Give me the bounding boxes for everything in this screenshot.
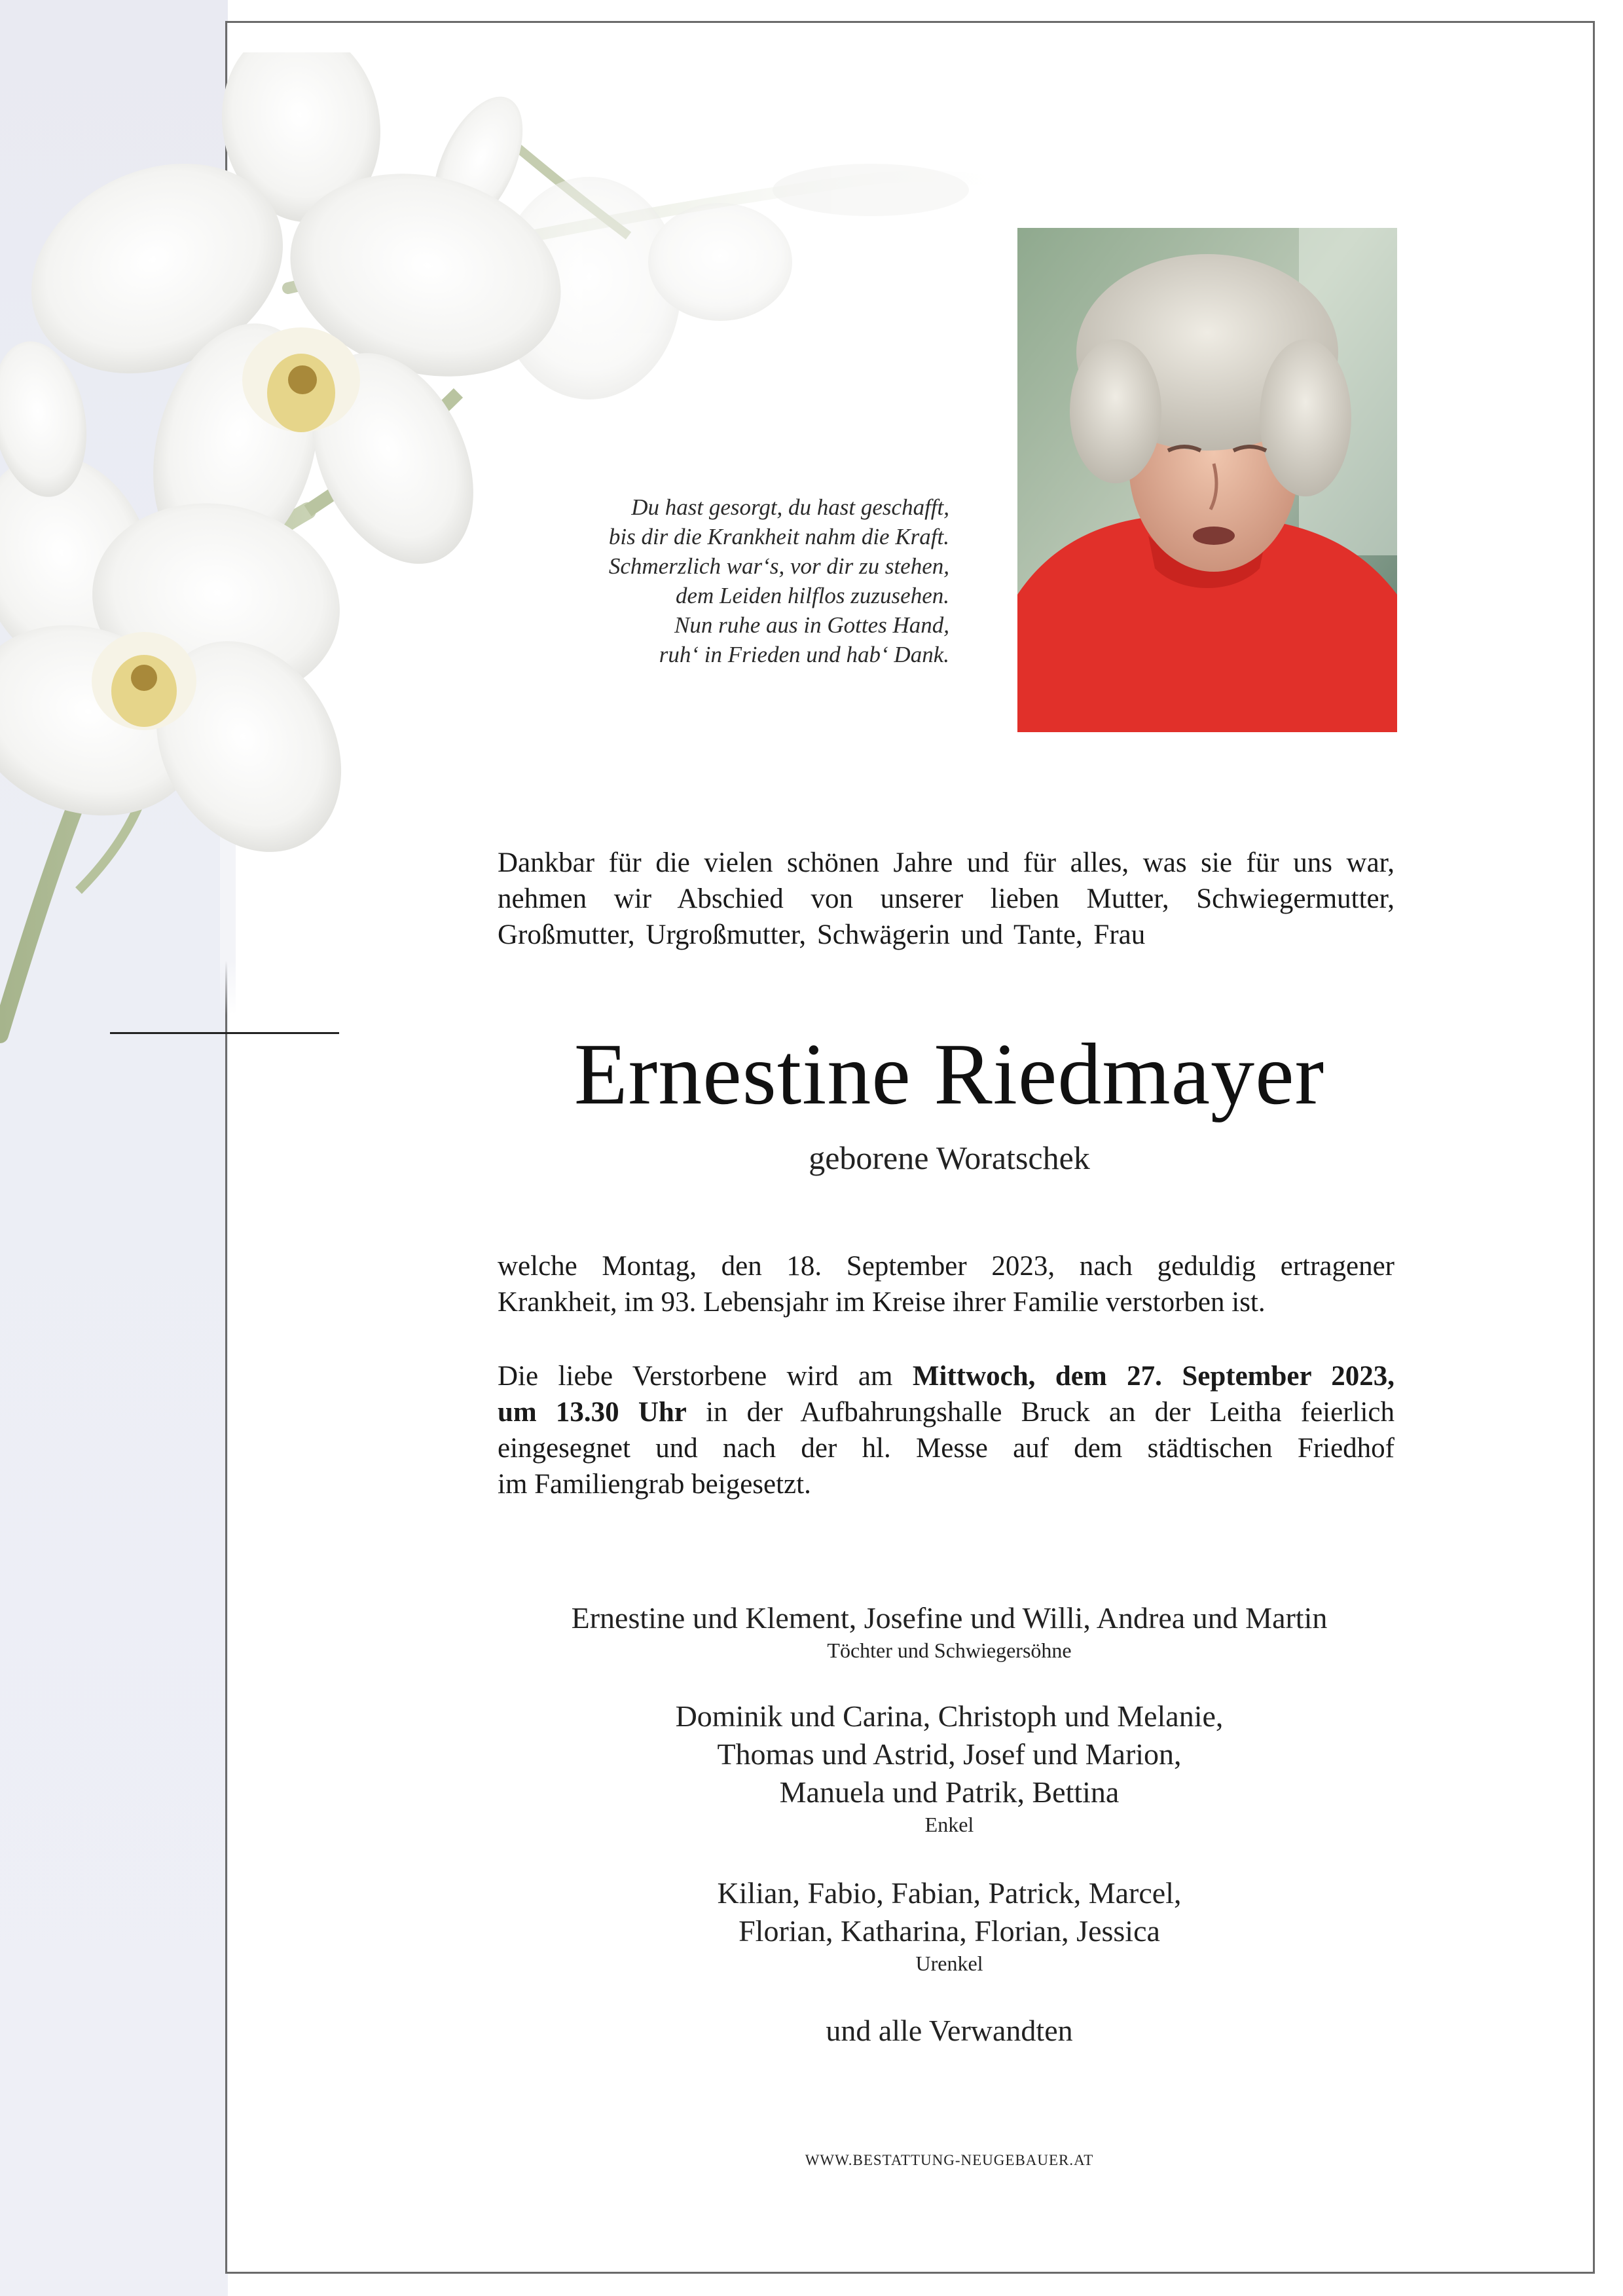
verse-line: bis dir die Krankheit nahm die Kraft. xyxy=(608,524,949,549)
intro-paragraph xyxy=(498,845,1395,953)
mourners-names: Kilian, Fabio, Fabian, Patrick, Marcel, xyxy=(717,1876,1182,1910)
intro-line: Dankbar für die vielen schönen Jahre und für alles, was sie für uns war, xyxy=(498,847,1395,878)
mourners-role: Töchter und Schwiegersöhne xyxy=(827,1639,1072,1662)
funeral-line-4: im Familiengrab beigesetzt. xyxy=(498,1469,811,1500)
memorial-verse xyxy=(406,492,949,669)
mourners-names: Ernestine und Klement, Josefine und Willi, Andrea und Martin xyxy=(571,1601,1328,1635)
funeral-intro-text: Die liebe Verstorbene wird am xyxy=(498,1361,913,1392)
verse-line: Nun ruhe aus in Gottes Hand, xyxy=(674,612,949,638)
funeral-date: Mittwoch, dem 27. September 2023, xyxy=(912,1361,1395,1392)
funeral-location-text: in der Aufbahrungshalle Bruck an der Leitha feierlich xyxy=(686,1397,1395,1428)
intro-line: Großmutter, Urgroßmutter, Schwägerin und Tante, Frau xyxy=(498,919,1146,950)
mourners-names: Florian, Katharina, Florian, Jessica xyxy=(739,1914,1160,1948)
intro-line: nehmen wir Abschied von unserer lieben Mutter, Schwiegermutter, xyxy=(498,883,1395,914)
verse-line: Schmerzlich war‘s, vor dir zu stehen, xyxy=(608,553,949,579)
footer-website-url: WWW.BESTATTUNG-NEUGEBAUER.AT xyxy=(805,2152,1094,2168)
mourners-role: Urenkel xyxy=(915,1952,983,1975)
mourners-grandchildren xyxy=(393,1697,1506,1838)
death-notice-paragraph xyxy=(498,1248,1395,1320)
funeral-line-3: eingesegnet und nach der hl. Messe auf dem städtischen Friedhof xyxy=(498,1433,1395,1464)
verse-line: dem Leiden hilflos zuzusehen. xyxy=(675,583,949,608)
closing-line: und alle Verwandten xyxy=(826,2014,1073,2047)
verse-line: ruh‘ in Frieden und hab‘ Dank. xyxy=(659,642,949,667)
funeral-details-paragraph xyxy=(498,1358,1395,1502)
deceased-name: Ernestine Riedmayer xyxy=(574,1026,1325,1122)
verse-line: Du hast gesorgt, du hast geschafft, xyxy=(631,494,949,520)
deceased-portrait-photo xyxy=(1017,228,1397,732)
mourners-great-grandchildren xyxy=(393,1874,1506,1976)
funeral-line-1 xyxy=(498,1358,1395,1394)
death-notice-line: Krankheit, im 93. Lebensjahr im Kreise ihrer Familie verstorben ist. xyxy=(498,1287,1266,1318)
maiden-name: geborene Woratschek xyxy=(809,1139,1090,1176)
death-notice-line: welche Montag, den 18. September 2023, nach geduldig ertragener xyxy=(498,1251,1395,1282)
mourners-closing xyxy=(393,2012,1506,2050)
funeral-line-2 xyxy=(498,1394,1395,1430)
cut-mark-line xyxy=(110,1032,339,1034)
mourners-children xyxy=(393,1599,1506,1663)
mourners-names: Thomas und Astrid, Josef und Marion, xyxy=(717,1737,1182,1771)
mourners-role: Enkel xyxy=(924,1813,974,1836)
mourners-names: Manuela und Patrik, Bettina xyxy=(779,1775,1120,1809)
mourners-names: Dominik und Carina, Christoph und Melanie, xyxy=(675,1699,1224,1733)
funeral-time: um 13.30 Uhr xyxy=(498,1397,687,1428)
